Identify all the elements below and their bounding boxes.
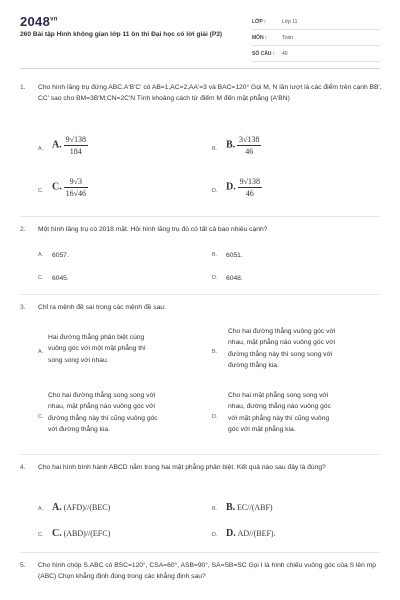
option-letter: A. (38, 349, 44, 355)
option-letter: C. (38, 414, 44, 420)
worksheet-meta (252, 14, 380, 62)
option-line: đường thẳng này thì cũng vuông góc (48, 414, 158, 422)
option-letter: A. (38, 506, 44, 512)
option-c[interactable] (38, 390, 208, 440)
option-letter: C. (38, 532, 44, 538)
option-content (52, 134, 88, 157)
option-letter: C. (38, 188, 44, 194)
option-line: nhau, mặt phẳng nào vuông góc với (228, 339, 336, 347)
option-letter: B. (212, 506, 218, 512)
option-content: 6048. (226, 275, 243, 282)
option-line: nhau, mặt phẳng nào vuông góc với (48, 403, 156, 411)
fraction (238, 176, 262, 199)
option-line: vuông góc với một mặt phẳng thì (48, 345, 146, 353)
question-divider (20, 216, 380, 217)
option-c[interactable] (38, 273, 208, 284)
meta-key: LỚP : (252, 19, 266, 25)
option-b[interactable] (212, 134, 382, 164)
option-line: với mặt phẳng này thì cũng vuông (228, 414, 330, 422)
meta-value: Lớp 11 (282, 19, 298, 25)
fraction-numerator: 9√138 (239, 177, 260, 186)
option-content (52, 502, 110, 514)
option-content (52, 176, 88, 199)
meta-row-subject (252, 30, 380, 46)
question-divider (20, 454, 380, 455)
option-line: Cho hai đường thẳng song song với (48, 392, 156, 399)
option-content (226, 528, 276, 540)
option-content (48, 390, 210, 436)
option-a[interactable] (38, 326, 208, 376)
option-letter: D. (212, 414, 218, 420)
option-line: với đường thẳng kia. (48, 426, 110, 434)
option-content (228, 326, 384, 372)
question-text: Chỉ ra mệnh đề sai trong các mệnh đề sau: (38, 304, 166, 311)
option-mark: C. (52, 181, 62, 193)
fraction-numerator: 9√3 (64, 176, 88, 188)
question-2 (20, 224, 385, 294)
option-letter: B. (212, 146, 218, 152)
option-mark: A. (52, 502, 62, 513)
question-4 (20, 462, 385, 550)
option-letter: D. (212, 275, 218, 281)
option-b[interactable] (212, 502, 382, 516)
option-d[interactable] (212, 176, 382, 206)
option-content: 6057. (52, 252, 69, 259)
fraction-denominator: 46 (245, 147, 254, 156)
worksheet-title: 260 Bài tập Hình không gian lớp 11 ôn thi Đại học có lời giải (P3) (20, 31, 223, 38)
worksheet-header (20, 12, 380, 62)
option-letter: A. (38, 252, 44, 258)
fraction-denominator: 184 (69, 147, 82, 156)
fraction-denominator: 46 (245, 189, 254, 198)
option-mark: A. (52, 139, 62, 151)
question-divider (20, 294, 380, 295)
option-expression: (AFD)//(BEC) (63, 503, 111, 512)
option-mark: B. (226, 502, 236, 513)
option-content (226, 176, 262, 199)
option-b[interactable] (212, 326, 382, 376)
meta-row-class (252, 14, 380, 30)
fraction-numerator: 9√138 (65, 135, 86, 144)
option-a[interactable] (38, 250, 208, 261)
option-letter: B. (212, 252, 218, 258)
option-content (226, 134, 261, 157)
option-content (48, 332, 208, 366)
option-c[interactable] (38, 528, 208, 542)
option-content (228, 390, 384, 436)
site-logo[interactable]: $2048^{vn}$ (20, 14, 58, 29)
meta-key: MÔN : (252, 35, 267, 41)
option-letter: D. (212, 532, 218, 538)
option-line: góc với mặt phẳng kia. (228, 426, 296, 434)
meta-value: Toán (282, 35, 293, 41)
meta-value: 40 (282, 51, 288, 57)
option-d[interactable] (212, 528, 382, 542)
option-a[interactable] (38, 134, 208, 164)
option-letter: A. (38, 146, 44, 152)
option-expression: AD//(BEF). (237, 529, 276, 538)
question-1 (20, 82, 385, 212)
option-d[interactable] (212, 273, 382, 284)
question-5 (20, 560, 385, 600)
option-a[interactable] (38, 502, 208, 516)
question-number: 2. (20, 226, 26, 233)
option-c[interactable] (38, 176, 208, 206)
fraction-denominator: 16√46 (65, 189, 86, 198)
fraction (64, 134, 88, 157)
option-expression: EC//(ABF) (237, 503, 273, 512)
fraction-numerator: 3√138 (239, 135, 260, 144)
option-line: Hai đường thẳng phân biệt cùng (48, 334, 145, 341)
option-mark: D. (226, 181, 236, 193)
question-number: 1. (20, 84, 26, 91)
option-mark: D. (226, 528, 236, 539)
fraction (64, 176, 88, 199)
option-line: Cho hai đường thẳng vuông góc với (228, 328, 336, 335)
option-letter: B. (212, 349, 218, 355)
question-3 (20, 302, 385, 452)
question-number: 3. (20, 304, 26, 311)
option-line: Cho hai mặt phẳng song song với (228, 392, 329, 399)
question-text: Một hình lăng trụ có 2018 mặt. Hỏi hình lăng trụ đó có tất cả bao nhiêu cạnh? (38, 226, 268, 233)
option-letter: C. (38, 275, 44, 281)
option-line: nhau, đường thẳng nào vuông góc (228, 403, 331, 411)
option-mark: B. (226, 139, 236, 151)
option-b[interactable] (212, 250, 382, 261)
question-text: Cho hai hình bình hành ABCD nằm trong hai mặt phẳng phân biệt. Kết quả nào sau đây là đúng? (38, 464, 326, 471)
option-d[interactable] (212, 390, 382, 440)
option-line: đường thẳng này thì song song với (228, 350, 333, 358)
option-content (52, 528, 110, 540)
option-letter: D. (212, 188, 218, 194)
meta-key: SỐ CÂU : (252, 51, 275, 57)
question-number: 5. (20, 562, 26, 569)
question-text: Cho hình chóp S.ABC có BSC=120°, CSA=60°, ASB=90°, SA=SB=SC Gọi I là hình chiếu vuông góc của S lên mp (ABC) Chọn khẳng định đúng trong các khẳng định sau? (38, 562, 376, 580)
question-number: 4. (20, 464, 26, 471)
option-content (226, 502, 273, 514)
option-mark: C. (52, 528, 62, 539)
option-line: đường thẳng kia. (228, 362, 279, 370)
option-content: 6051. (226, 252, 243, 259)
fraction (237, 134, 261, 157)
header-divider (20, 68, 380, 69)
option-content: 6045. (52, 275, 69, 282)
question-divider (20, 552, 380, 553)
question-text: Cho hình lăng trụ đứng ABC.A'B'C' có AB=1,AC=2,AA'=3 và BAC=120° Gọi M, N lần lượt là các điểm trên cạnh BB', CC' sao cho BM=3B'M;CN=2C'N Tính khoảng cách từ điểm M đến mặt phẳng (A'BN) (38, 84, 382, 102)
option-expression: (ABD)//(EFC) (63, 529, 111, 538)
option-line: song song với nhau. (48, 356, 109, 364)
meta-row-count (252, 46, 380, 62)
